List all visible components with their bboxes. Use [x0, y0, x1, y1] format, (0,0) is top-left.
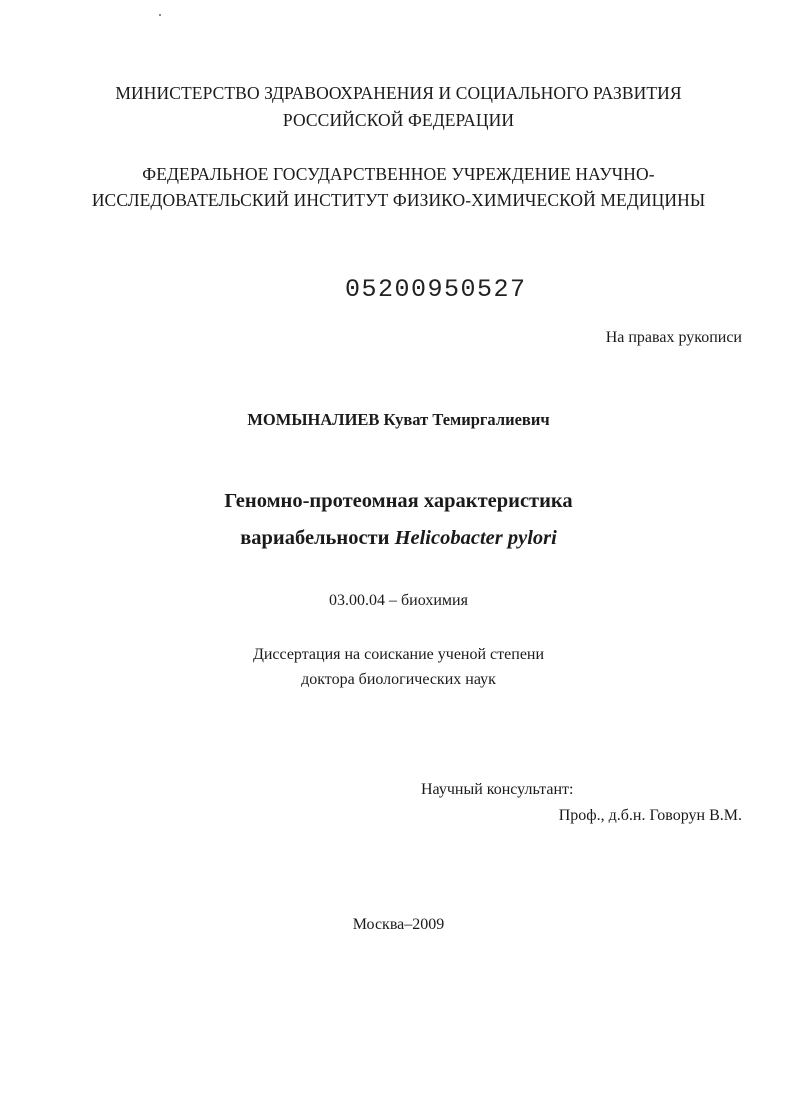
thesis-title-line-2 — [0, 527, 797, 550]
degree-line-1: Диссертация на соискание ученой степени — [252, 646, 545, 663]
document-code: 05200950527 — [345, 275, 527, 304]
author-name — [0, 410, 797, 430]
consultant-label: Научный консультант: — [421, 781, 574, 798]
scan-speck — [159, 14, 161, 16]
ministry-line-2: РОССИЙСКОЙ ФЕДЕРАЦИИ — [282, 110, 515, 130]
degree-line-2: доктора биологических наук — [301, 671, 496, 688]
author-given-names: Куват Темиргалиевич — [383, 410, 550, 429]
thesis-title-prefix: вариабельности — [240, 527, 390, 549]
place-year: Москва–2009 — [352, 916, 445, 933]
consultant-name: Проф., д.б.н. Говорун В.М. — [558, 807, 742, 824]
author-surname: МОМЫНАЛИЕВ — [247, 410, 380, 429]
specialty-code: 03.00.04 – биохимия — [329, 592, 468, 609]
thesis-title-line-1: Геномно-протеомная характеристика — [224, 490, 573, 512]
institution-line-2: ИССЛЕДОВАТЕЛЬСКИЙ ИНСТИТУТ ФИЗИКО-ХИМИЧЕСКОЙ МЕДИЦИНЫ — [91, 190, 706, 210]
institution-line-1: ФЕДЕРАЛЬНОЕ ГОСУДАРСТВЕННОЕ УЧРЕЖДЕНИЕ НАУЧНО- — [142, 164, 655, 184]
ministry-line-1: МИНИСТЕРСТВО ЗДРАВООХРАНЕНИЯ И СОЦИАЛЬНОГО РАЗВИТИЯ — [115, 83, 682, 103]
thesis-title-species: Helicobacter pylori — [394, 527, 557, 549]
manuscript-note: На правах рукописи — [605, 329, 742, 346]
